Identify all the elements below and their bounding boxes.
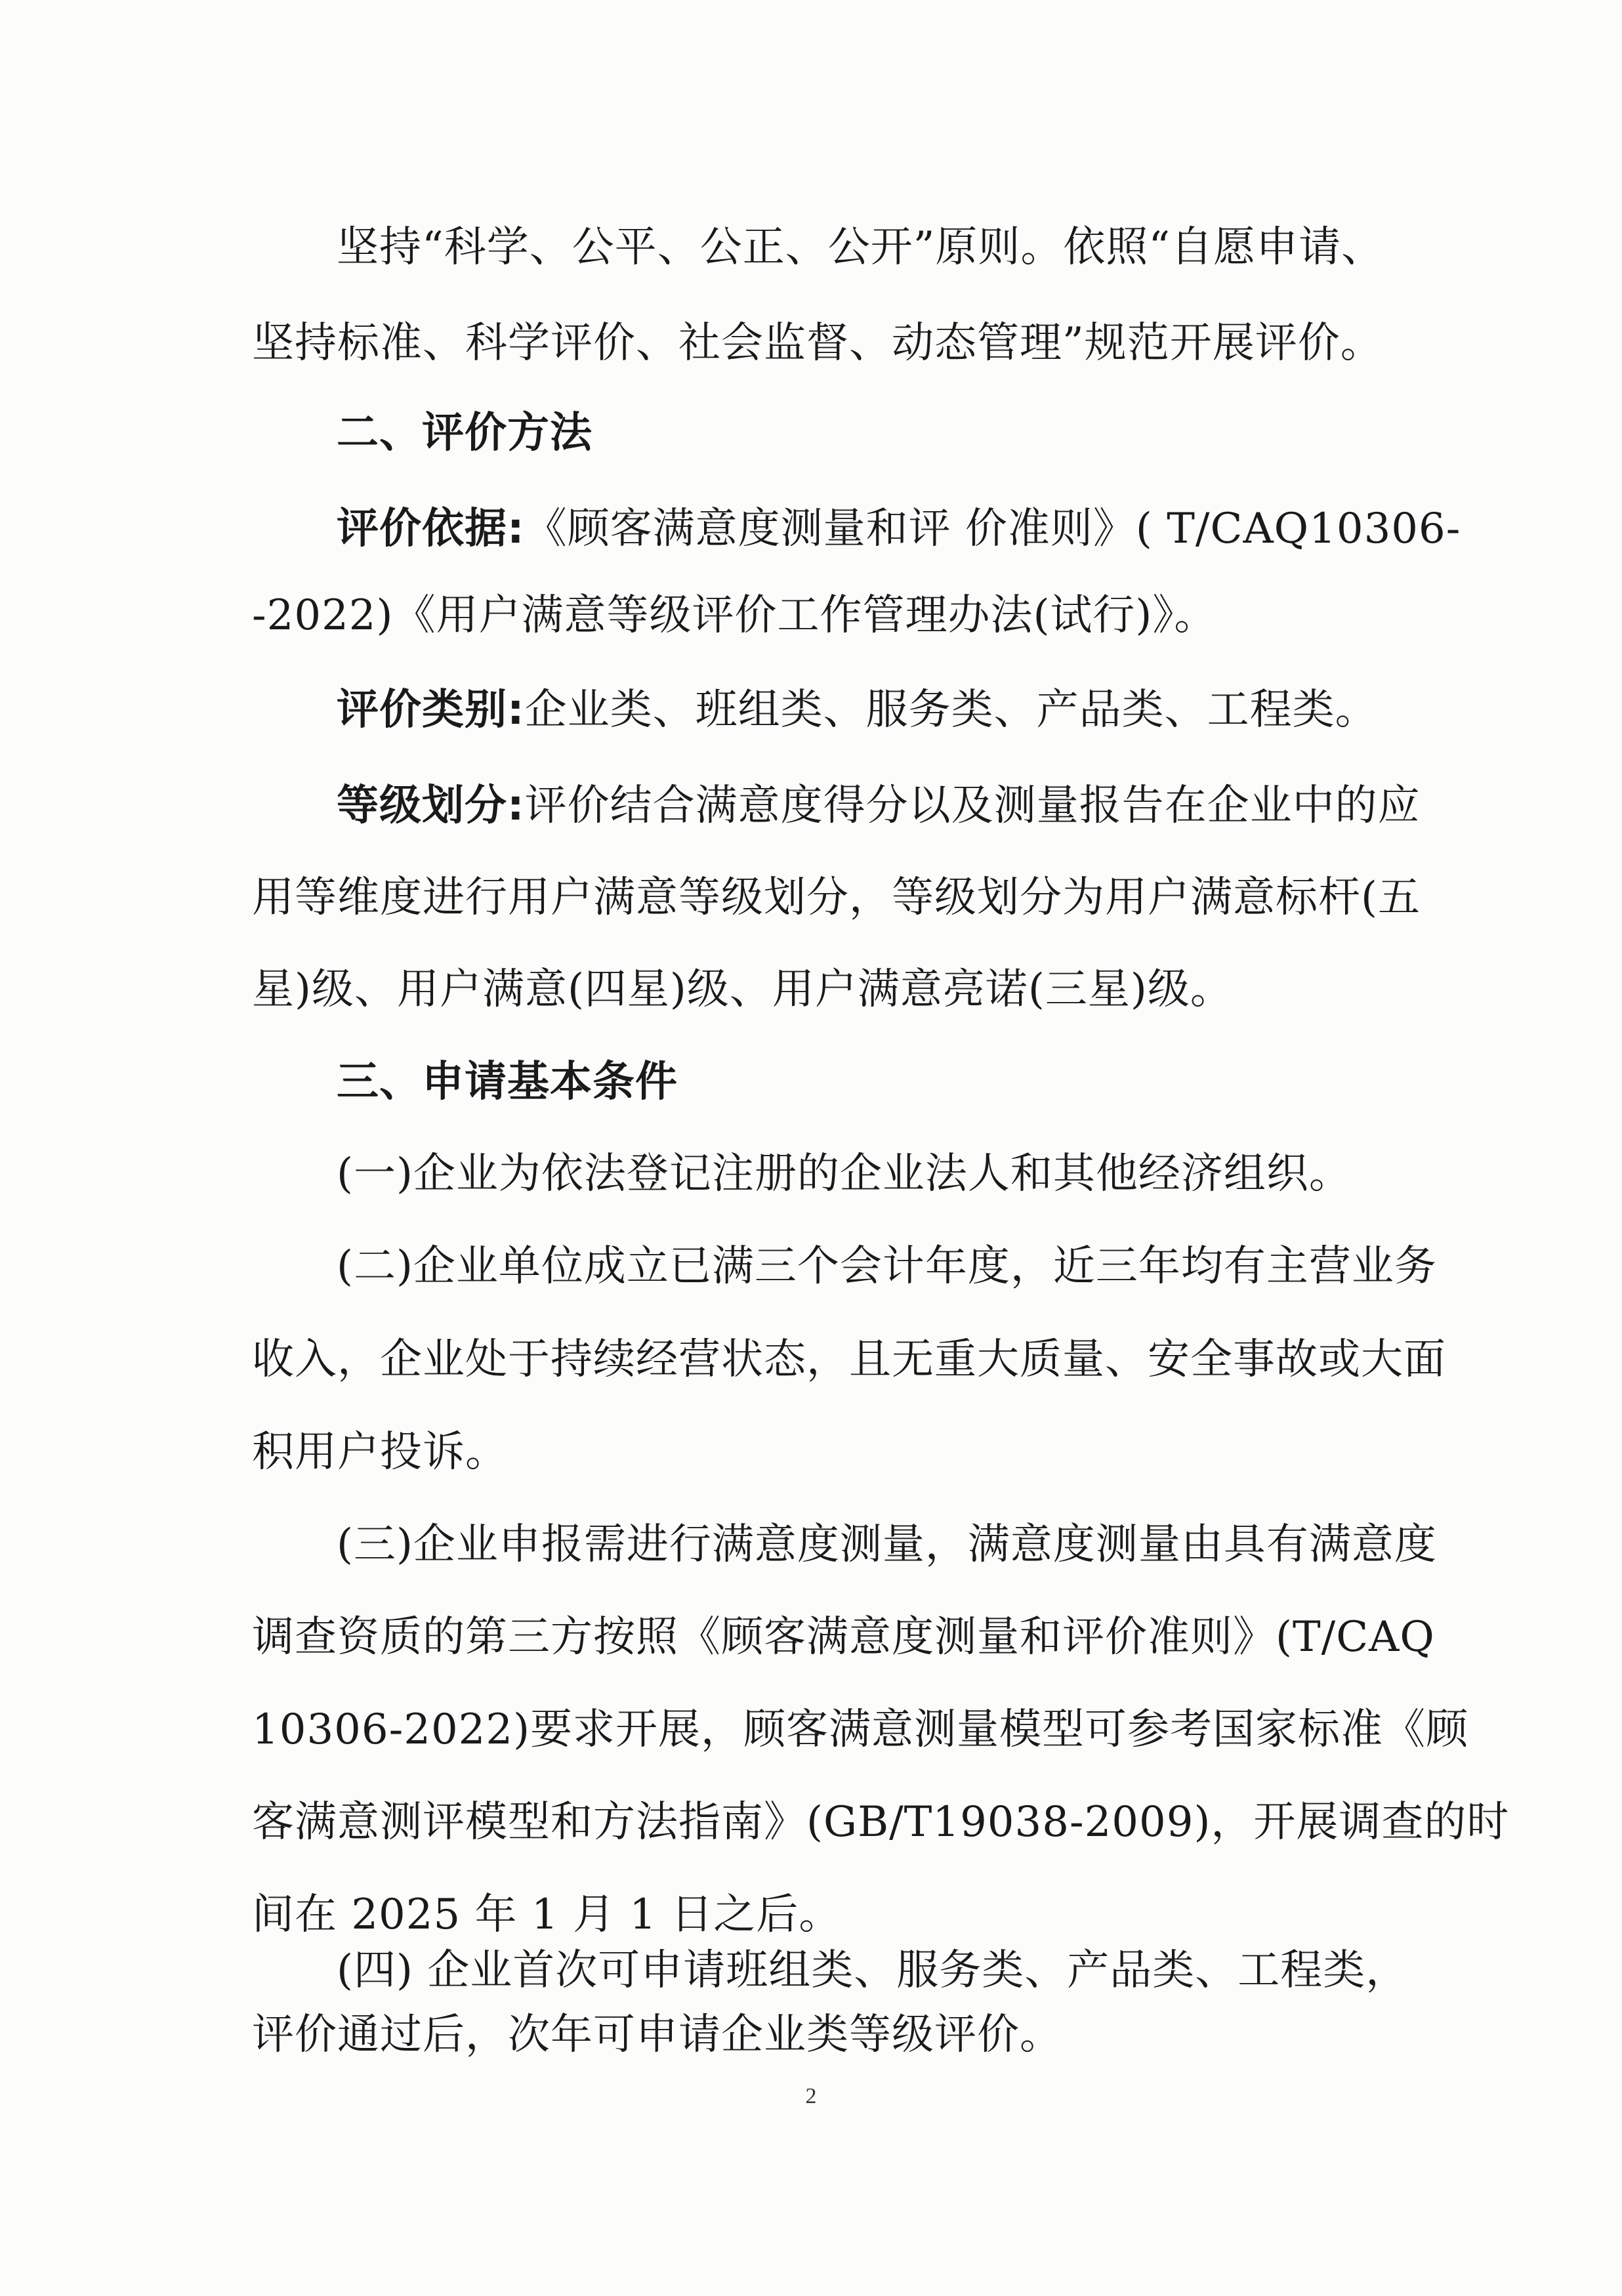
- evaluation-basis-continued: -2022)《用户满意等级评价工作管理办法(试行)》。: [252, 591, 1217, 640]
- paragraph-line: 坚持“科学、公平、公正、公开”原则。依照“自愿申请、: [337, 223, 1384, 272]
- condition-item-3-line: 客满意测评模型和方法指南》(GB/T19038-2009)，开展调查的时: [252, 1798, 1510, 1847]
- evaluation-category-line: [337, 684, 1378, 736]
- evaluation-category-label: 评价类别:: [337, 686, 525, 734]
- condition-item-3-line: (三)企业申报需进行满意度测量，满意度测量由具有满意度: [337, 1520, 1437, 1569]
- condition-item-2-line: (二)企业单位成立已满三个会计年度，近三年均有主营业务: [337, 1242, 1437, 1291]
- condition-item-3-line: 10306-2022)要求开展，顾客满意测量模型可参考国家标准《顾: [252, 1705, 1469, 1754]
- evaluation-basis-line: [337, 503, 1461, 555]
- evaluation-basis-text: 《顾客满意度测量和评 价准则》( T/CAQ10306-: [524, 505, 1461, 553]
- condition-item-2-line: 积用户投诉。: [252, 1428, 508, 1476]
- grading-continued: 用等维度进行用户满意等级划分，等级划分为用户满意标杆(五: [252, 873, 1421, 922]
- grading-label: 等级划分:: [337, 782, 525, 830]
- evaluation-category-text: 企业类、班组类、服务类、产品类、工程类。: [524, 686, 1378, 734]
- page-number: 2: [805, 2084, 817, 2108]
- grading-line: [337, 780, 1421, 832]
- evaluation-basis-label: 评价依据:: [337, 505, 525, 553]
- condition-item-2-line: 收入，企业处于持续经营状态，且无重大质量、安全事故或大面: [252, 1335, 1446, 1384]
- section-heading-methods: 二、评价方法: [337, 409, 593, 457]
- condition-item-3-line: 调查资质的第三方按照《顾客满意度测量和评价准则》(T/CAQ: [252, 1613, 1435, 1661]
- condition-item-4-line: (四) 企业首次可申请班组类、服务类、产品类、工程类，: [337, 1946, 1409, 1995]
- condition-item-3-line: 间在 2025 年 1 月 1 日之后。: [252, 1890, 842, 1939]
- condition-item-4-line: 评价通过后，次年可申请企业类等级评价。: [252, 2011, 1062, 2059]
- condition-item-1: (一)企业为依法登记注册的企业法人和其他经济组织。: [337, 1150, 1352, 1198]
- grading-text: 评价结合满意度得分以及测量报告在企业中的应: [524, 782, 1421, 830]
- grading-continued: 星)级、用户满意(四星)级、用户满意亮诺(三星)级。: [252, 965, 1233, 1014]
- paragraph-line: 坚持标准、科学评价、社会监督、动态管理”规范开展评价。: [252, 319, 1383, 367]
- section-heading-conditions: 三、申请基本条件: [337, 1058, 678, 1106]
